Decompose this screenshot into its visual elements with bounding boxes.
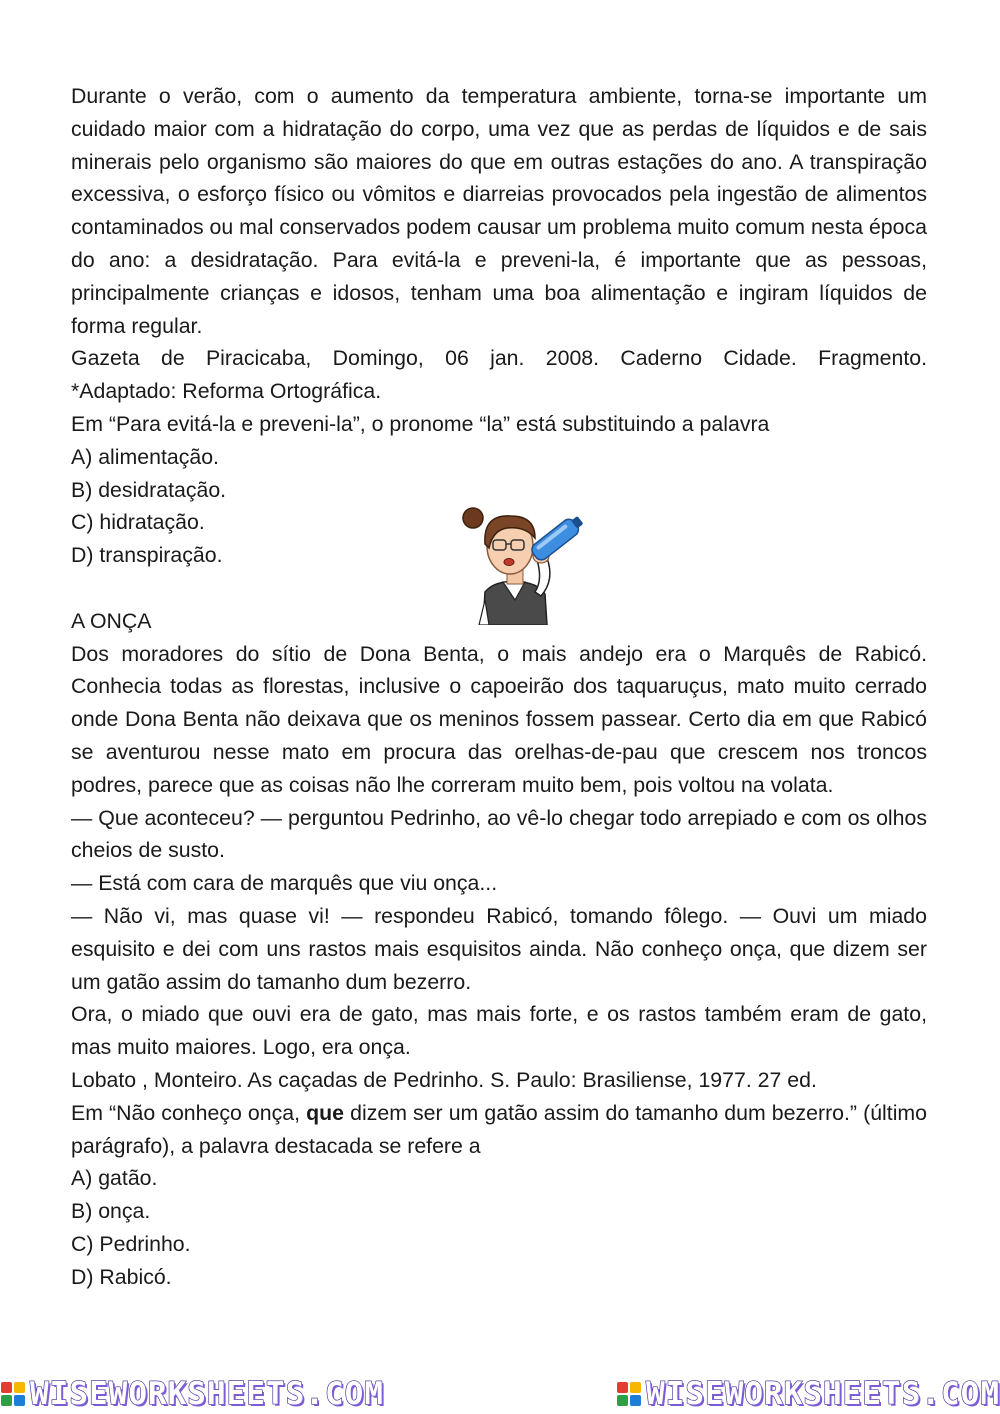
question2-prompt-before: Em “Não conheço onça, bbox=[71, 1100, 301, 1125]
question2-option-a[interactable]: A) gatão. bbox=[71, 1166, 158, 1191]
brand-left[interactable] bbox=[0, 1374, 384, 1414]
wiseworksheets-logo-icon bbox=[0, 1381, 26, 1407]
question2-option-b[interactable]: B) onça. bbox=[71, 1199, 151, 1224]
question2-prompt-after: dizem ser um gatão assim do tamanho dum bezerro.” (último parágrafo), a palavra destacada se refere a bbox=[71, 1100, 928, 1158]
passage2-source: Lobato , Monteiro. As caçadas de Pedrinho. S. Paulo: Brasiliense, 1977. 27 ed. bbox=[71, 1067, 817, 1092]
question2-option-c[interactable]: C) Pedrinho. bbox=[71, 1231, 191, 1256]
passage2-paragraph-end: Ora, o miado que ouvi era de gato, mas mais forte, e os rastos também eram de gato, mas muito maiores. Logo, era onça. bbox=[71, 1002, 927, 1060]
wiseworksheets-logo-icon bbox=[616, 1381, 642, 1407]
question1-option-a[interactable]: A) alimentação. bbox=[71, 444, 219, 469]
question2-prompt bbox=[71, 1097, 927, 1163]
passage1-source: Gazeta de Piracicaba, Domingo, 06 jan. 2008. Caderno Cidade. Fragmento. bbox=[71, 346, 927, 371]
passage2-dialogue-2: — Está com cara de marquês que viu onça... bbox=[71, 871, 498, 896]
passage2-paragraph: Dos moradores do sítio de Dona Benta, o mais andejo era o Marquês de Rabicó. Conhecia todas as florestas, inclusive o capoeirão dos taquaruçus, mato muito cerrado onde Dona Benta não deixava que os meninos fossem passear. Certo dia em que Rabicó se aventurou nesse mato em procura das orelhas-de-pau que crescem nos troncos podres, parece que as coisas não lhe correram muito bem, pois voltou na volata. bbox=[71, 641, 927, 797]
brand-right[interactable] bbox=[616, 1374, 1000, 1414]
woman-drinking-water-icon bbox=[455, 500, 590, 625]
question2-option-d[interactable]: D) Rabicó. bbox=[71, 1264, 172, 1289]
question2-highlight-word: que bbox=[306, 1100, 345, 1125]
passage1-adaptation-note: *Adaptado: Reforma Ortográfica. bbox=[71, 379, 382, 404]
question1-option-b[interactable]: B) desidratação. bbox=[71, 477, 227, 502]
question1-prompt: Em “Para evitá-la e preveni-la”, o pronome “la” está substituindo a palavra bbox=[71, 411, 770, 436]
passage2-dialogue-1: — Que aconteceu? — perguntou Pedrinho, ao vê-lo chegar todo arrepiado e com os olhos cheios de susto. bbox=[71, 805, 927, 863]
worksheet-body bbox=[71, 80, 927, 1293]
brand-name: WISEWORKSHEETS.COM bbox=[646, 1376, 1000, 1412]
question1-option-d[interactable]: D) transpiração. bbox=[71, 543, 223, 568]
passage2-title: A ONÇA bbox=[71, 608, 152, 633]
question1-option-c[interactable]: C) hidratação. bbox=[71, 510, 205, 535]
footer-branding bbox=[0, 1374, 1000, 1414]
passage2-dialogue-3: — Não vi, mas quase vi! — respondeu Rabicó, tomando fôlego. — Ouvi um miado esquisito e dei com uns rastos mais esquisitos ainda. Não conheço onça, que dizem ser um gatão assim do tamanho dum bezerro. bbox=[71, 903, 927, 994]
passage1-paragraph: Durante o verão, com o aumento da temperatura ambiente, torna-se importante um cuidado maior com a hidratação do corpo, uma vez que as perdas de líquidos e de sais minerais pelo organismo são maiores do que em outras estações do ano. A transpiração excessiva, o esforço físico ou vômitos e diarreias provocados pela ingestão de alimentos contaminados ou mal conservados podem causar um problema muito comum nesta época do ano: a desidratação. Para evitá-la e preveni-la, é importante que as pessoas, principalmente crianças e idosos, tenham uma boa alimentação e ingiram líquidos de forma regular. bbox=[71, 84, 927, 338]
brand-name: WISEWORKSHEETS.COM bbox=[30, 1376, 384, 1412]
